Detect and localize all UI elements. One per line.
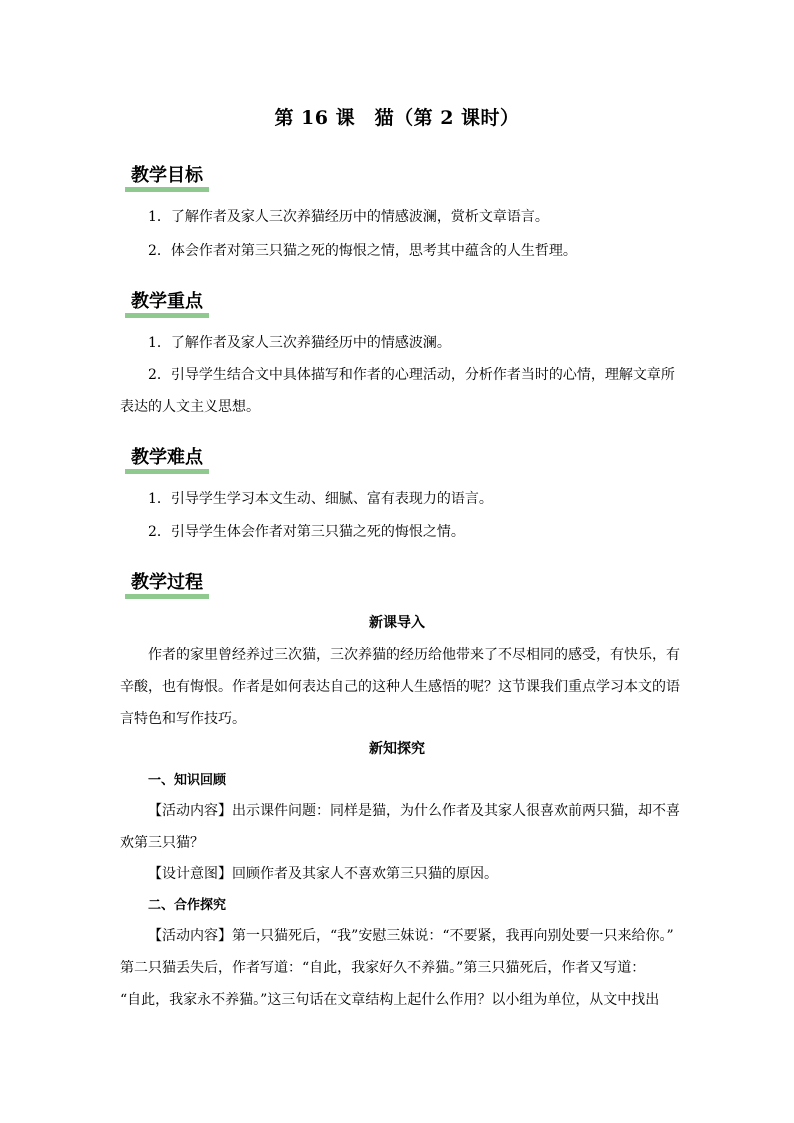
key-point-item-2-cont: 表达的人文主义思想。: [120, 399, 260, 415]
page-title: 第 16 课 猫（第 2 课时）: [274, 107, 520, 129]
part2-line-1: 【活动内容】第一只猫死后，“我”安慰三妹说：“不要紧，我再向别处要一只来给你。”: [148, 928, 674, 944]
intro-line-2: 辛酸，也有悔恨。作者是如何表达自己的这种人生感悟的呢？这节课我们重点学习本文的语: [120, 679, 680, 695]
part2-line-3: “自此，我家永不养猫。”这三句话在文章结构上起什么作用？以小组为单位，从文中找出: [120, 992, 660, 1008]
explore-heading: 新知探究: [369, 741, 425, 757]
part1-line-2: 欢第三只猫？: [120, 835, 204, 851]
goal-item-2: 2．体会作者对第三只猫之死的悔恨之情，思考其中蕴含的人生哲理。: [148, 243, 577, 259]
intro-heading: 新课导入: [369, 615, 425, 631]
part1-line-3: 【设计意图】回顾作者及其家人不喜欢第三只猫的原因。: [148, 866, 498, 882]
intro-line-3: 言特色和写作技巧。: [120, 711, 246, 727]
goal-item-1: 1．了解作者及家人三次养猫经历中的情感波澜，赏析文章语言。: [148, 209, 549, 225]
key-point-item-2: 2．引导学生结合文中具体描写和作者的心理活动，分析作者当时的心情，理解文章所: [148, 367, 675, 383]
section-heading-key-points: 教学重点: [125, 287, 209, 315]
intro-line-1: 作者的家里曾经养过三次猫，三次养猫的经历给他带来了不尽相同的感受，有快乐，有: [148, 647, 680, 663]
part2-heading: 二、合作探究: [148, 898, 227, 913]
difficulty-item-2: 2．引导学生体会作者对第三只猫之死的悔恨之情。: [148, 524, 465, 540]
difficulty-item-1: 1．引导学生学习本文生动、细腻、富有表现力的语言。: [148, 491, 493, 507]
section-heading-process: 教学过程: [125, 568, 209, 596]
key-point-item-1: 1．了解作者及家人三次养猫经历中的情感波澜。: [148, 335, 451, 351]
section-heading-difficulties: 教学难点: [125, 443, 209, 471]
part1-line-1: 【活动内容】出示课件问题：同样是猫，为什么作者及其家人很喜欢前两只猫，却不喜: [148, 803, 680, 819]
part1-heading: 一、知识回顾: [148, 773, 227, 788]
part2-line-2: 第二只猫丢失后，作者写道：“自此，我家好久不养猫。”第三只猫死后，作者又写道：: [120, 960, 646, 976]
section-heading-goals: 教学目标: [125, 161, 209, 189]
